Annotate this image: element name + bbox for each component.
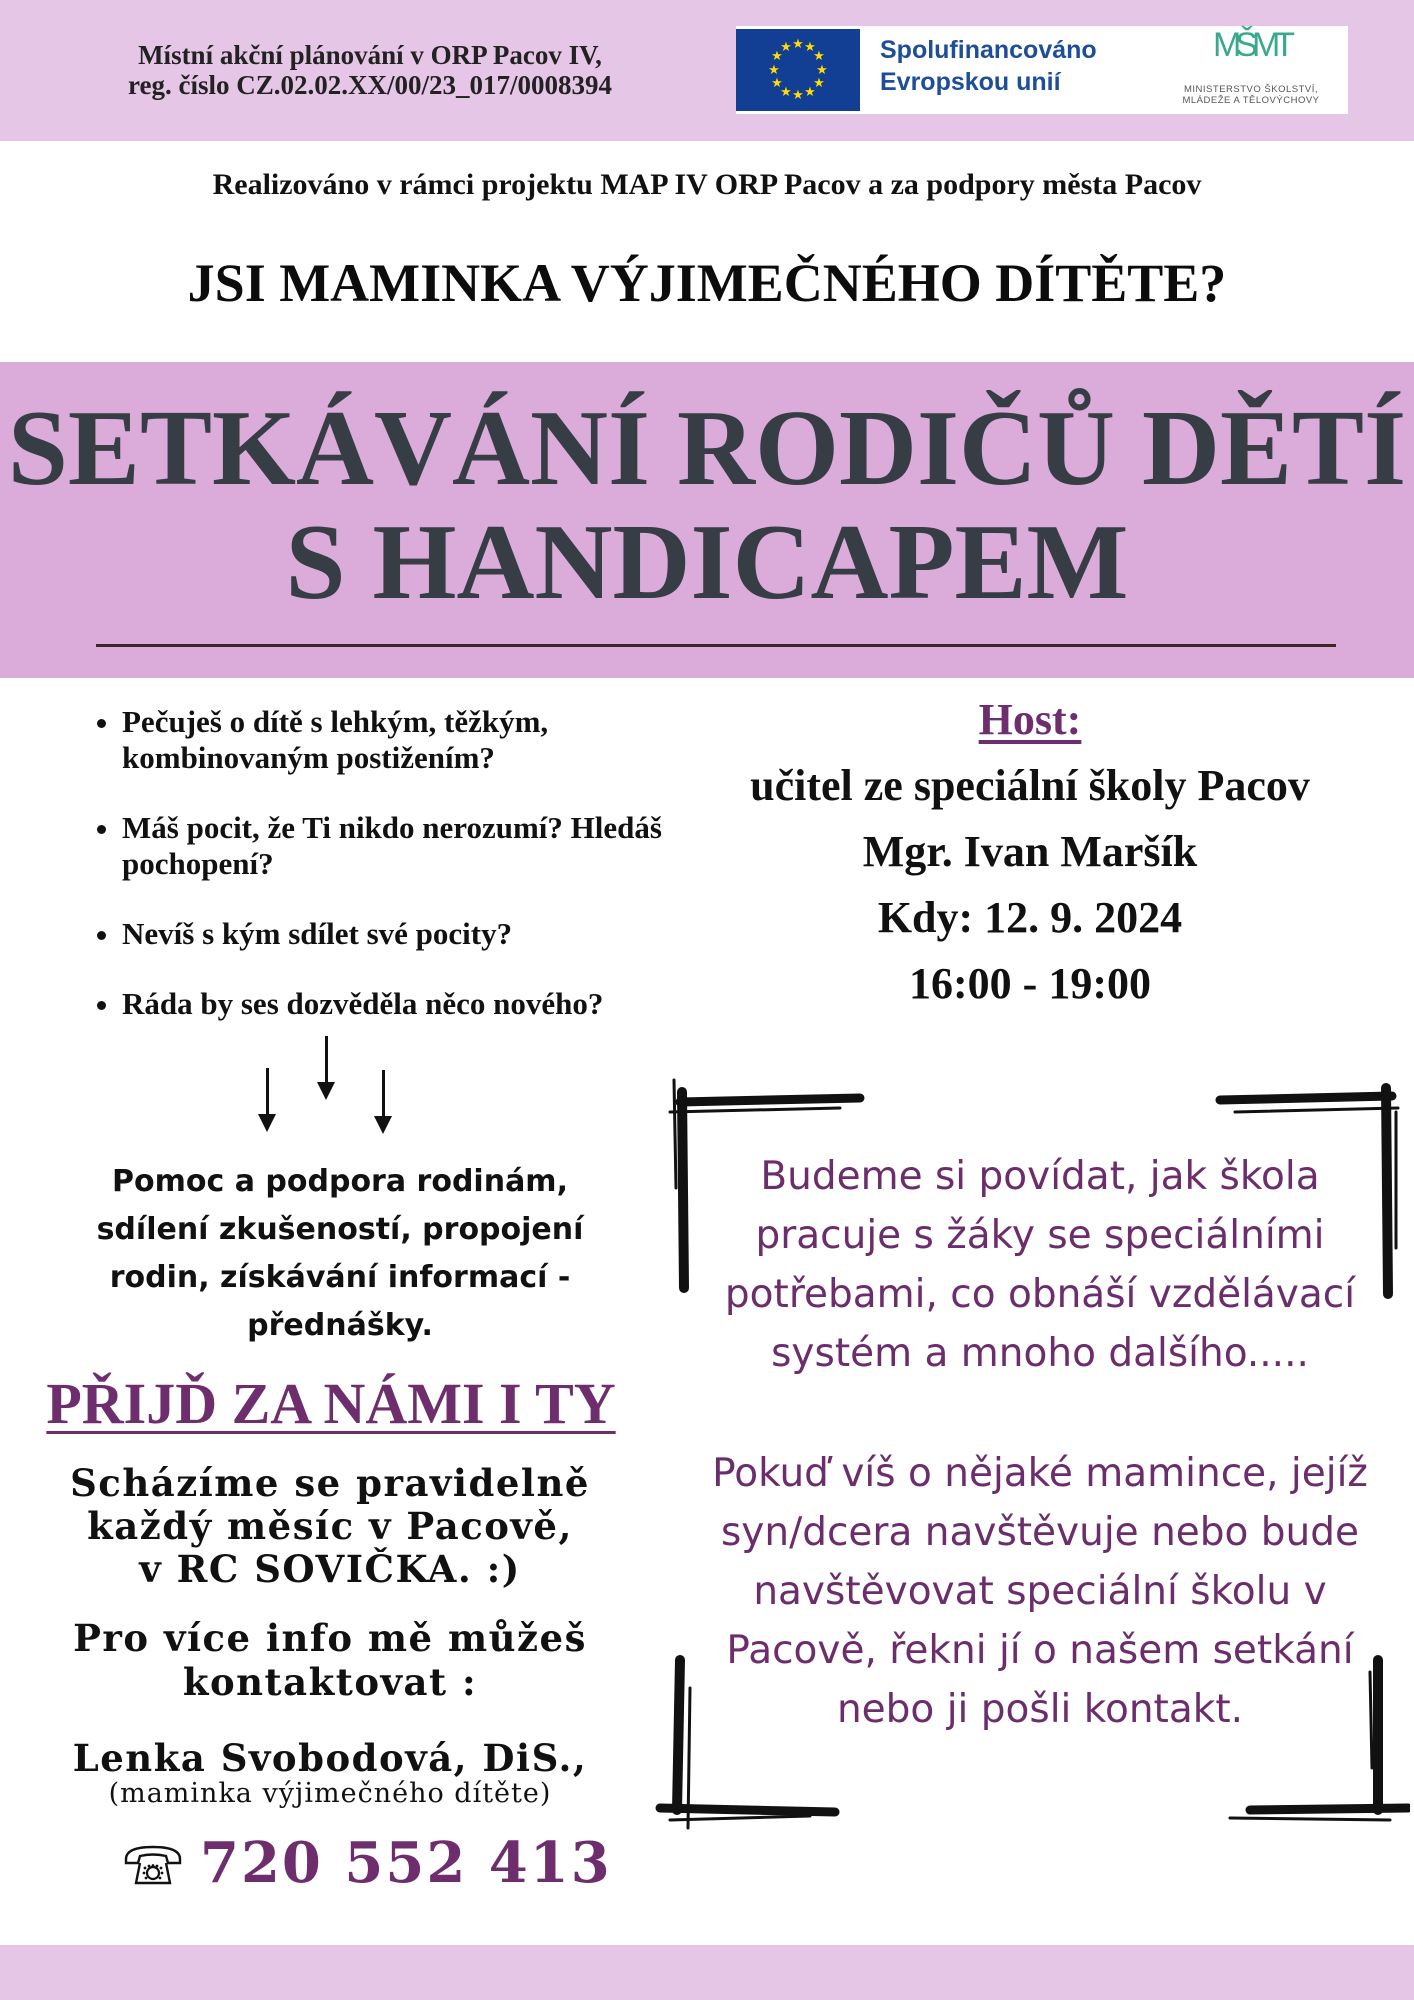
frame-stroke (1235, 1108, 1398, 1112)
frame-stroke (670, 1816, 810, 1820)
arrow-down-icon (325, 1036, 328, 1096)
event-date: Kdy: 12. 9. 2024 (877, 893, 1183, 942)
contact-note: (maminka výjimečného dítěte) (108, 1778, 552, 1809)
arrow-down-icon (382, 1070, 385, 1130)
svg-text:★: ★ (792, 88, 804, 103)
frame-stroke (677, 1660, 680, 1810)
meeting-line-1: Scházíme se pravidelně (70, 1461, 590, 1505)
arrow-down-icon (266, 1068, 269, 1128)
title-line-1: SETKÁVÁNÍ RODIČŮ DĚTÍ (7, 389, 1407, 508)
svg-text:★: ★ (768, 63, 780, 78)
host-role: učitel ze speciální školy Pacov (750, 761, 1310, 810)
info-paragraph-2: Pokuď víš o nějaké mamince, jejíž syn/dcera navštěvuje nebo bude navštěvovat speciální školu v Pacově, řekni jí o našem setkání nebo ji pošli kontakt. (712, 1451, 1368, 1732)
cofinancing-logos (736, 26, 1348, 114)
eu-cofinanced-text (880, 34, 1097, 98)
frame-stroke (1386, 1088, 1388, 1294)
meeting-info (30, 1462, 630, 1591)
list-item: • Pečuješ o dítě s lehkým, těžkým, kombinovaným postižením? (122, 704, 762, 776)
list-item: • Nevíš s kým sdílet své pocity? (122, 916, 762, 952)
meeting-line-2: každý měsíc v Pacově, (87, 1504, 573, 1548)
msmt-line-1: MINISTERSTVO ŠKOLSTVÍ, (1184, 84, 1318, 95)
project-info (60, 40, 680, 100)
msmt-logo-text (1156, 84, 1346, 106)
frame-stroke (1230, 1818, 1390, 1820)
frame-stroke (682, 1092, 684, 1288)
list-item: • Ráda by ses dozvěděla něco nového? (122, 986, 762, 1022)
svg-text:★: ★ (780, 85, 792, 100)
info-paragraph-1: Budeme si povídat, jak škola pracuje s žáky se speciálními potřebami, co obnáší vzdělávací systém a mnoho dalšího..... (724, 1154, 1356, 1376)
svg-text:★: ★ (771, 76, 783, 91)
svg-text:★: ★ (780, 40, 792, 55)
svg-text:★: ★ (792, 37, 804, 52)
svg-text:★: ★ (816, 63, 828, 78)
telephone-icon (122, 1843, 184, 1887)
meeting-line-3: v RC SOVIČKA. :) (139, 1547, 521, 1591)
contact-name: Lenka Svobodová, DiS., (72, 1736, 588, 1780)
project-line-1: Místní akční plánování v ORP Pacov IV, (138, 40, 602, 70)
eu-text-line-1: Spolufinancováno (880, 36, 1097, 64)
svg-text:★: ★ (804, 40, 816, 55)
contact-phone: 720 552 413 (200, 1830, 612, 1896)
title-divider (96, 644, 1336, 647)
frame-stroke (660, 1808, 835, 1812)
frame-stroke (670, 1108, 840, 1112)
call-to-action: PŘIJĎ ZA NÁMI I TY (46, 1371, 616, 1436)
contact-label-line-1: Pro více info mě můžeš (73, 1616, 587, 1660)
eu-flag-icon (736, 29, 860, 111)
list-item: • Máš pocit, že Ti nikdo nerozumí? Hledáš pochopení? (122, 810, 762, 882)
question-list (78, 704, 762, 1056)
title-line-2: S HANDICAPEM (285, 503, 1129, 622)
page-title (0, 389, 1414, 622)
eu-text-line-2: Evropskou unií (880, 68, 1061, 96)
msmt-logo-mark: MŠMT (1212, 26, 1290, 64)
svg-text:★: ★ (813, 49, 825, 64)
svg-text:★: ★ (804, 85, 816, 100)
project-registration: reg. číslo CZ.02.02.XX/00/23_017/0008394 (128, 70, 612, 100)
frame-stroke (680, 1098, 860, 1102)
realized-note: Realizováno v rámci projektu MAP IV ORP Pacov a za podpory města Pacov (212, 168, 1202, 201)
frame-stroke (1250, 1808, 1408, 1810)
headline-question: JSI MAMINKA VÝJIMEČNÉHO DÍTĚTE? (187, 253, 1227, 313)
event-time: 16:00 - 19:00 (909, 959, 1151, 1008)
svg-text:★: ★ (771, 49, 783, 64)
footer-band (0, 1945, 1414, 2000)
host-name: Mgr. Ivan Maršík (862, 827, 1198, 876)
host-heading: Host: (978, 695, 1082, 744)
contact-label (30, 1616, 630, 1704)
frame-stroke (1220, 1096, 1392, 1100)
svg-text:★: ★ (813, 76, 825, 91)
contact-label-line-2: kontaktovat : (182, 1660, 478, 1704)
msmt-line-2: MLÁDEŽE A TĚLOVÝCHOVY (1182, 95, 1320, 106)
frame-stroke (674, 1080, 676, 1188)
support-description: Pomoc a podpora rodinám, sdílení zkušeností, propojení rodin, získávání informací - přednášky. (96, 1164, 584, 1343)
